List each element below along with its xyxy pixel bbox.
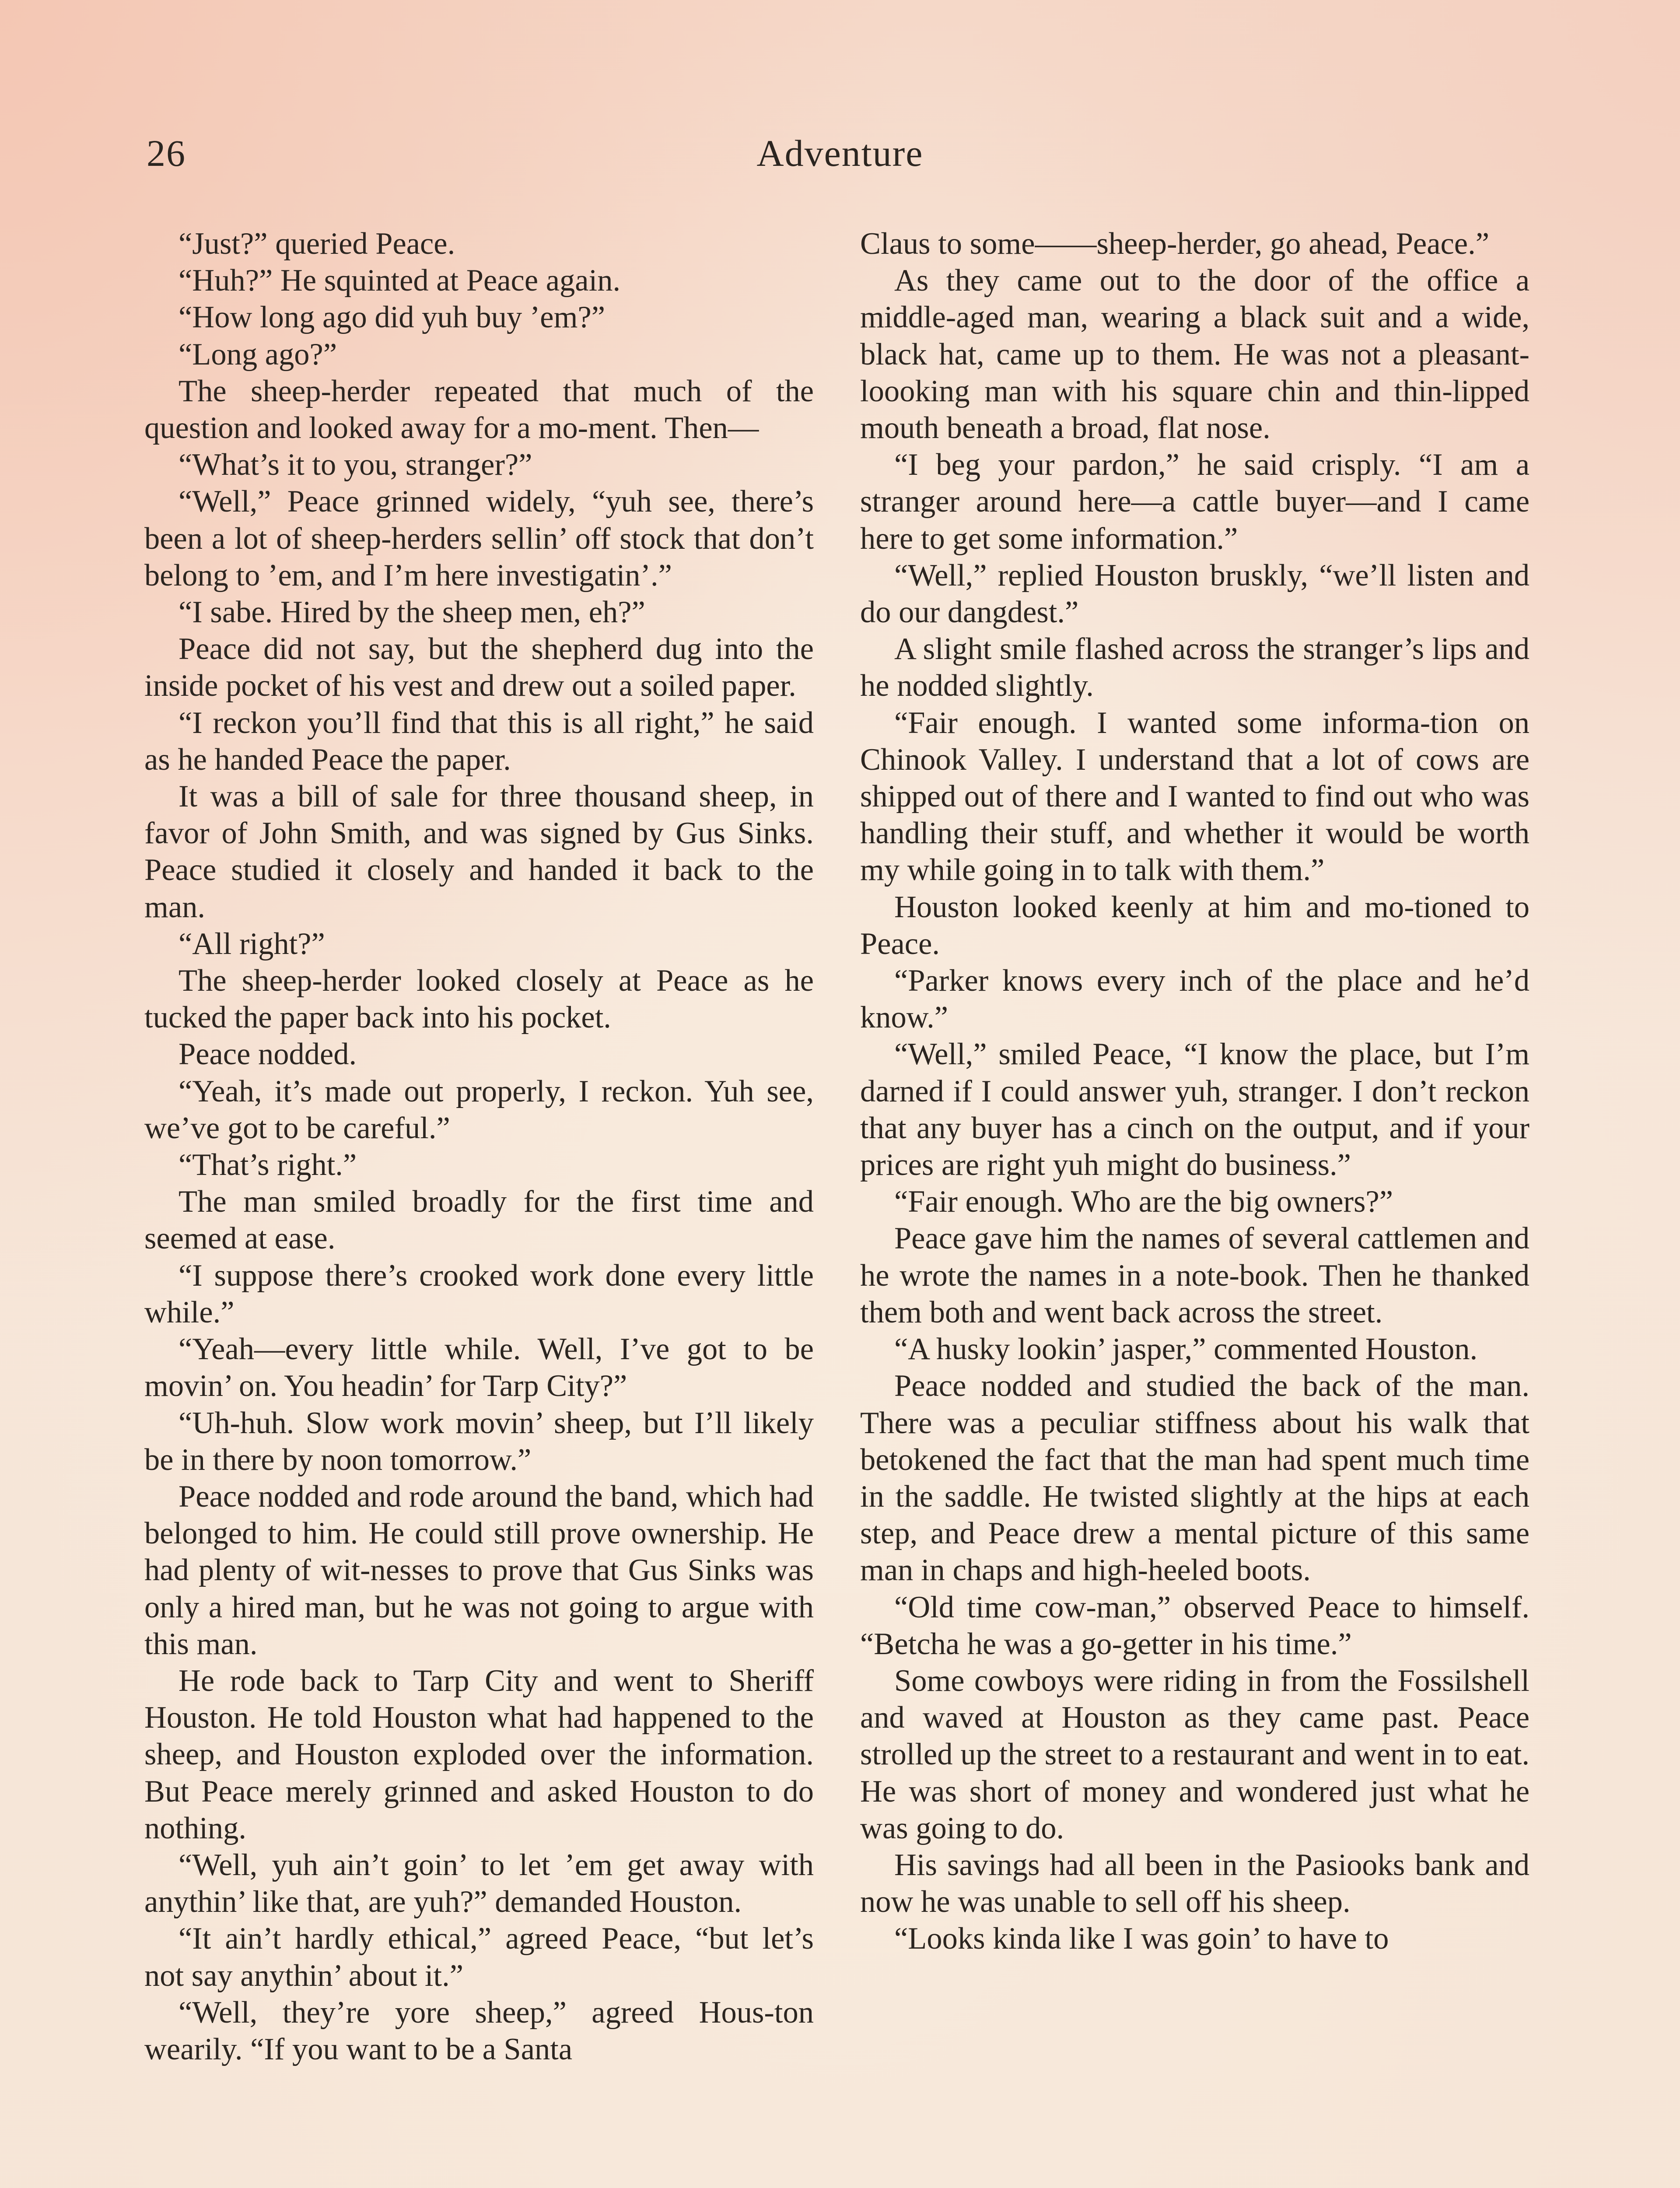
paragraph: “Long ago?” — [178, 337, 337, 372]
paragraph: “Yeah—every little while. Well, I’ve got to be movin’ on. You headin’ for Tarp City?” — [144, 1332, 814, 1403]
paragraph: “How long ago did yuh buy ’em?” — [178, 300, 606, 335]
paragraph: As they came out to the door of the office a middle-aged man, wearing a black suit and a wide, black hat, came up to them. He was not a pleasant-loooking man with his square chin and thin-lipped mouth beneath a broad, flat nose. — [860, 263, 1530, 445]
paragraph: Houston looked keenly at him and mo-tioned to Peace. — [860, 890, 1530, 961]
paragraph: “Huh?” He squinted at Peace again. — [178, 263, 621, 298]
paragraph: The sheep-herder looked closely at Peace as he tucked the paper back into his pocket. — [144, 964, 814, 1035]
text-column-right — [860, 225, 1530, 1957]
paragraph: He rode back to Tarp City and went to Sheriff Houston. He told Houston what had happened to the sheep, and Houston exploded over the information. But Peace merely grinned and asked Houston to do nothing. — [144, 1663, 814, 1845]
paragraph: Peace did not say, but the shepherd dug into the inside pocket of his vest and drew out a soiled paper. — [144, 632, 814, 703]
paragraph: “All right?” — [178, 926, 325, 961]
paragraph: A slight smile flashed across the stranger’s lips and he nodded slightly. — [860, 632, 1530, 703]
paragraph: “Yeah, it’s made out properly, I reckon. Yuh see, we’ve got to be careful.” — [144, 1074, 814, 1145]
paragraph: Claus to some——sheep-herder, go ahead, Peace.” — [860, 227, 1489, 261]
running-header-title: Adventure — [756, 132, 924, 174]
paragraph: “Fair enough. I wanted some informa-tion on Chinook Valley. I understand that a lot of cows are shipped out of there and I wanted to find out who was handling their stuff, and whether it would be worth my while going in to talk with them.” — [860, 705, 1530, 887]
paragraph: It was a bill of sale for three thousand sheep, in favor of John Smith, and was signed by Gus Sinks. Peace studied it closely and handed it back to the man. — [144, 779, 814, 924]
paragraph: “Well,” smiled Peace, “I know the place, but I’m darned if I could answer yuh, stranger. I don’t reckon that any buyer has a cinch on the output, and if your prices are right yuh might do business.” — [860, 1037, 1530, 1182]
paragraph: “I sabe. Hired by the sheep men, eh?” — [178, 595, 645, 630]
paragraph: Peace nodded and studied the back of the man. There was a peculiar stiffness about his walk that betokened the fact that the man had spent much time in the saddle. He twisted slightly at the hips at each step, and Peace drew a mental picture of this same man in chaps and high-heeled boots. — [860, 1369, 1530, 1588]
page-number: 26 — [147, 132, 186, 174]
paragraph: The man smiled broadly for the first time and seemed at ease. — [144, 1185, 814, 1256]
paragraph: Peace gave him the names of several cattlemen and he wrote the names in a note-book. Then he thanked them both and went back across the street. — [860, 1221, 1530, 1329]
paragraph: “Just?” queried Peace. — [178, 227, 455, 261]
paragraph: “Fair enough. Who are the big owners?” — [894, 1185, 1393, 1219]
paragraph: “Parker knows every inch of the place and he’d know.” — [860, 964, 1530, 1035]
paragraph: “Well, they’re yore sheep,” agreed Hous-ton wearily. “If you want to be a Santa — [144, 1995, 814, 2066]
paragraph: Peace nodded and rode around the band, which had belonged to him. He could still prove ownership. He had plenty of wit-nesses to prove that Gus Sinks was only a hired man, but he was not going to argue with this man. — [144, 1479, 814, 1661]
paragraph: His savings had all been in the Pasiooks bank and now he was unable to sell off his sheep. — [860, 1848, 1530, 1919]
paragraph: “That’s right.” — [178, 1148, 357, 1182]
paragraph: Peace nodded. — [178, 1037, 357, 1072]
paragraph: “I suppose there’s crooked work done every little while.” — [144, 1258, 814, 1329]
paragraph: “Looks kinda like I was goin’ to have to — [894, 1922, 1389, 1956]
paragraph: “It ain’t hardly ethical,” agreed Peace, “but let’s not say anythin’ about it.” — [144, 1922, 814, 1993]
paragraph: “What’s it to you, stranger?” — [178, 448, 532, 482]
paragraph: “Well,” Peace grinned widely, “yuh see, there’s been a lot of sheep-herders sellin’ off stock that don’t belong to ’em, and I’m here investigatin’.” — [144, 484, 814, 593]
paragraph: Some cowboys were riding in from the Fossilshell and waved at Houston as they came past. Peace strolled up the street to a restaurant and went in to eat. He was short of money and wondered just what he was going to do. — [860, 1663, 1530, 1845]
paragraph: “I reckon you’ll find that this is all right,” he said as he handed Peace the paper. — [144, 705, 814, 777]
paragraph: “I beg your pardon,” he said crisply. “I am a stranger around here—a cattle buyer—and I came here to get some information.” — [860, 448, 1530, 556]
paragraph: “Uh-huh. Slow work movin’ sheep, but I’ll likely be in there by noon tomorrow.” — [144, 1406, 814, 1477]
paragraph: “Old time cow-man,” observed Peace to himself. “Betcha he was a go-getter in his time.” — [860, 1590, 1530, 1661]
paragraph: The sheep-herder repeated that much of the question and looked away for a mo-ment. Then— — [144, 374, 814, 445]
paragraph: “Well,” replied Houston bruskly, “we’ll listen and do our dangdest.” — [860, 558, 1530, 630]
text-column-left — [144, 225, 814, 2068]
paragraph: “A husky lookin’ jasper,” commented Houston. — [894, 1332, 1478, 1367]
paragraph: “Well, yuh ain’t goin’ to let ’em get away with anythin’ like that, are yuh?” demanded Houston. — [144, 1848, 814, 1919]
